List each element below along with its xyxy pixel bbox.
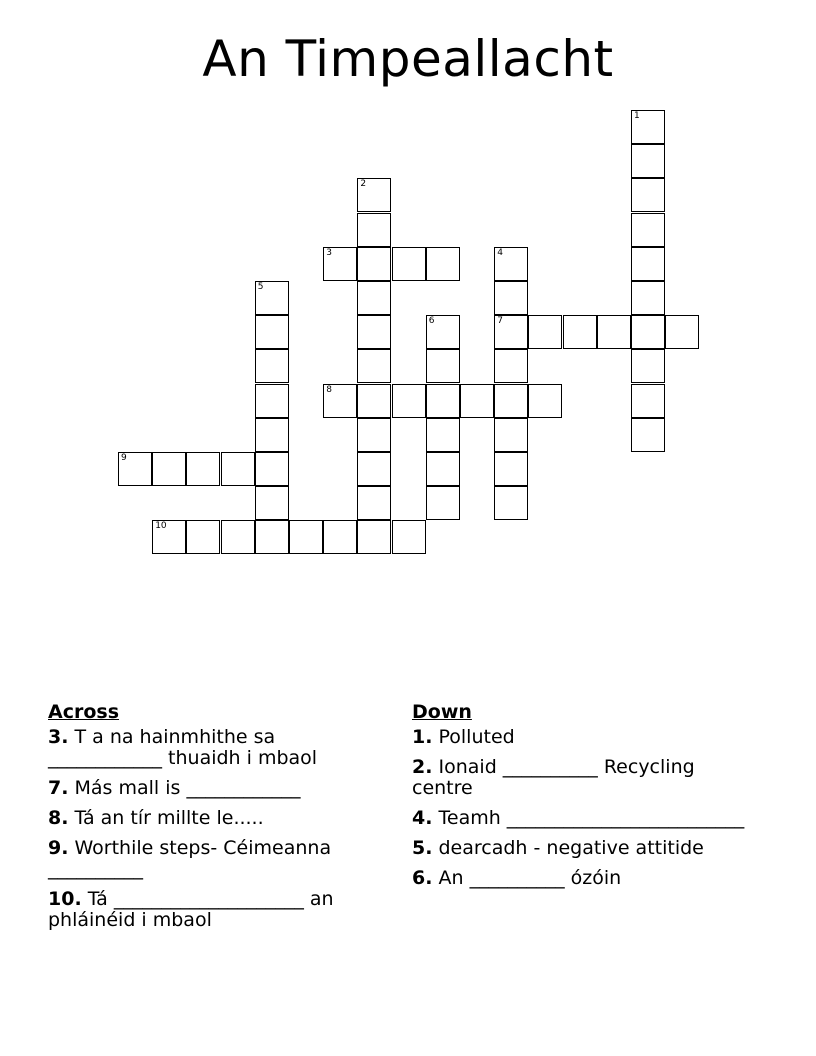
crossword-cell[interactable] [357, 418, 391, 452]
crossword-cell[interactable] [426, 315, 460, 349]
crossword-cell[interactable] [357, 384, 391, 418]
crossword-cell[interactable] [597, 315, 631, 349]
crossword-cell[interactable] [494, 247, 528, 281]
crossword-cell[interactable] [494, 384, 528, 418]
crossword-cell[interactable] [494, 349, 528, 383]
crossword-cell[interactable] [255, 281, 289, 315]
down-heading: Down [412, 701, 472, 723]
clue-down-4: 4. Teamh _________________________ [412, 807, 745, 829]
clue-text: Tá an tír millte le..... [74, 807, 264, 829]
clue-number: 10 [48, 888, 75, 910]
crossword-cell[interactable] [357, 247, 391, 281]
clue-text: Tá ____________________ an phláinéid i mbaol [48, 888, 334, 931]
cell-number: 8 [326, 384, 332, 395]
cell-number: 4 [497, 247, 503, 258]
clue-number: 7 [48, 777, 62, 799]
cell-number: 9 [121, 453, 127, 463]
clue-text: T a na hainmhithe sa ____________ thuaidh i mbaol [48, 726, 318, 769]
crossword-cell[interactable] [460, 384, 494, 418]
cell-number: 6 [428, 316, 435, 327]
crossword-cell[interactable] [255, 486, 289, 520]
across-clues [48, 702, 393, 940]
clue-down-1: 1. Polluted [412, 726, 515, 748]
crossword-cell[interactable] [221, 520, 255, 554]
crossword-cell[interactable] [255, 452, 289, 486]
clue-text: Teamh _________________________ [438, 807, 745, 829]
clue-down-5: 5. dearcadh - negative attitide [412, 837, 704, 859]
crossword-cell[interactable] [392, 384, 426, 418]
clue-text: Más mall is ____________ [74, 777, 301, 799]
crossword-cell[interactable] [494, 418, 528, 452]
clue-number: 2 [412, 756, 426, 778]
cell-number: 2 [360, 179, 367, 190]
crossword-cell[interactable] [631, 418, 665, 452]
crossword-cell[interactable] [323, 384, 357, 418]
crossword-cell[interactable] [631, 281, 665, 315]
crossword-cell[interactable] [255, 349, 289, 383]
clue-down-6: 6. An __________ ózóin [412, 867, 622, 889]
crossword-cell[interactable] [426, 486, 460, 520]
clue-across-3: 3. T a na hainmhithe sa ____________ thuaidh i mbaol [48, 726, 318, 769]
crossword-cell[interactable] [528, 384, 562, 418]
crossword-cell[interactable] [426, 418, 460, 452]
crossword-cell[interactable] [255, 520, 289, 554]
cell-number: 5 [257, 282, 264, 292]
crossword-cell[interactable] [631, 178, 665, 212]
clue-text: Polluted [438, 726, 515, 748]
crossword-cell[interactable] [631, 349, 665, 383]
crossword-cell[interactable] [631, 384, 665, 418]
crossword-cell[interactable] [392, 520, 426, 554]
crossword-cell[interactable] [392, 247, 426, 281]
crossword-cell[interactable] [186, 452, 220, 486]
crossword-cell[interactable] [494, 486, 528, 520]
crossword-cell[interactable] [563, 315, 597, 349]
crossword-cell[interactable] [323, 520, 357, 554]
clue-text: dearcadh - negative attitide [438, 837, 704, 859]
clue-number: 9 [48, 837, 62, 859]
clue-text: Ionaid __________ Recycling centre [412, 756, 695, 799]
crossword-cell[interactable] [631, 144, 665, 178]
clue-number: 5 [412, 837, 426, 859]
crossword-cell[interactable] [289, 520, 323, 554]
crossword-cell[interactable] [255, 418, 289, 452]
crossword-cell[interactable] [426, 452, 460, 486]
crossword-cell[interactable] [255, 315, 289, 349]
crossword-cell[interactable] [357, 349, 391, 383]
crossword-cell[interactable] [494, 452, 528, 486]
page-title: An Timpeallacht [202, 30, 614, 88]
crossword-cell[interactable] [631, 315, 665, 349]
clue-across-7: 7. Más mall is ____________ [48, 777, 301, 799]
cell-number: 1 [634, 111, 640, 121]
crossword-cell[interactable] [426, 247, 460, 281]
crossword-cell[interactable] [357, 486, 391, 520]
crossword-cell[interactable] [665, 315, 699, 349]
crossword-cell[interactable] [631, 247, 665, 281]
crossword-cell[interactable] [221, 452, 255, 486]
crossword-cell[interactable] [152, 520, 186, 554]
crossword-cell[interactable] [118, 452, 152, 486]
crossword-cell[interactable] [186, 520, 220, 554]
clue-across-9: 9. Worthile steps- Céimeanna __________ [48, 837, 332, 880]
crossword-cell[interactable] [255, 384, 289, 418]
clue-down-2: 2. Ionaid __________ Recycling centre [412, 756, 695, 799]
crossword-cell[interactable] [426, 349, 460, 383]
clue-number: 4 [412, 807, 426, 829]
crossword-cell[interactable] [528, 315, 562, 349]
clue-across-8: 8. Tá an tír millte le..... [48, 807, 264, 829]
clue-across-10: 10. Tá ____________________ an phláinéid i mbaol [48, 888, 334, 931]
clue-number: 1 [412, 726, 426, 748]
cell-number: 7 [497, 316, 503, 327]
down-clues [412, 702, 757, 898]
crossword-cell[interactable] [494, 281, 528, 315]
crossword-cell[interactable] [631, 110, 665, 144]
clue-text: Worthile steps- Céimeanna __________ [48, 837, 332, 880]
crossword-cell[interactable] [357, 178, 391, 212]
crossword-cell[interactable] [357, 452, 391, 486]
clue-text: An __________ ózóin [438, 867, 622, 889]
crossword-cell[interactable] [357, 520, 391, 554]
crossword-cell[interactable] [152, 452, 186, 486]
crossword-cell[interactable] [426, 384, 460, 418]
crossword-cell[interactable] [357, 213, 391, 247]
crossword-cell[interactable] [631, 213, 665, 247]
crossword-cell[interactable] [357, 315, 391, 349]
clue-number: 6 [412, 867, 426, 889]
crossword-cell[interactable] [323, 247, 357, 281]
cell-number: 3 [326, 247, 332, 258]
cell-number: 10 [155, 521, 167, 532]
clue-number: 3 [48, 726, 62, 748]
crossword-cell[interactable] [357, 281, 391, 315]
clue-number: 8 [48, 807, 62, 829]
crossword-cell[interactable] [494, 315, 528, 349]
across-heading: Across [48, 701, 120, 723]
